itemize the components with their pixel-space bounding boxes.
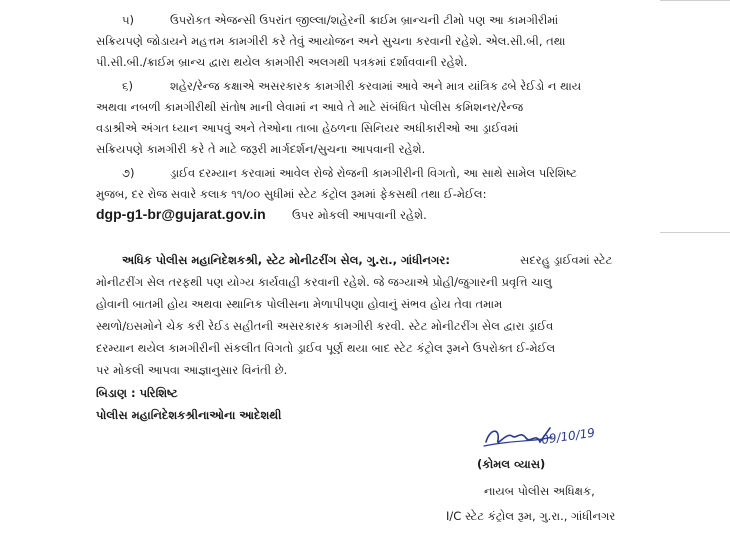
paragraph-line: અથવા નબળી કામગીરીથી સંતોષ માની લેવામાં ન આવે તે માટે સંબંધિત પોલીસ કમિશનર/રેન્જ <box>96 100 524 114</box>
signatory-office: I/C સ્ટેટ કંટ્રોલ રૂમ, ગુ.રા., ગાંધીનગર <box>446 509 616 523</box>
paragraph-line: દરમ્યાન થયેલ કામગીરીની સંકલીત વિગતો ડ્રાઈવ પૂર્ણ થયા બાદ સ્ટેટ કંટ્રોલ રૂમને ઉપરોક્ત ઈ-મેઈલ <box>96 341 556 355</box>
handwritten-signature <box>480 420 596 456</box>
paragraph-line: સક્રિયપણે જોડાયને મહત્તમ કામગીરી કરે તેવું આયોજન અને સુચના કરવાની રહેશે. એલ.સી.બી, તથા <box>96 34 566 48</box>
paragraph-line: પર મોકલી આપવા આજ્ઞાનુસાર વિનંતી છે. <box>96 363 288 377</box>
paragraph-number: ૫) <box>122 13 135 27</box>
paragraph-line: ઉપરોકત એજન્સી ઉપરાંત જીલ્લા/શહેરની ક્રાઈમ બ્રાન્ચની ટીમો પણ આ કામગીરીમાં <box>170 13 559 27</box>
paragraph-line: હોવાની બાતમી હોય અથવા સ્થાનિક પોલીસના મેળાપીપણા હોવાનું સંભવ હોય તેવા તમામ <box>96 297 503 311</box>
paragraph-line: મુજબ, દર રોજ સવારે કલાક ૧૧/૦૦ સુધીમાં સ્ટેટ કંટ્રોલ રૂમમાં ફેકસથી તથા ઈ-મેઈલ: <box>96 187 487 201</box>
order-line: પોલીસ મહાનિદેશકશ્રીનાઓના આદેશથી <box>96 408 282 422</box>
paragraph-number: ૭) <box>122 166 135 180</box>
paragraph-line: ડ્રાઈવ દરમ્યાન કરવામાં આવેલ રોજે રોજની કામગીરીની વિગતો, આ સાથે સામેલ પરિશિષ્ટ <box>170 166 577 180</box>
paragraph-number: ૬) <box>122 79 133 93</box>
email-address: dgp-g1-br@gujarat.gov.in <box>96 206 266 222</box>
paragraph-line: સ્થળો/ઇસમોને ચેક કરી રેઈડ સહીતની અસરકારક કામગીરી કરવી. સ્ટેટ મોનીટરીંગ સેલ દ્વારા ડ્રાઈવ <box>96 319 554 333</box>
signatory-designation: નાયબ પોલીસ અધિક્ષક, <box>484 484 595 498</box>
paragraph-line: શહેર/રેન્જ કક્ષાએ અસરકારક કામગીરી કરવામાં આવે અને માત્ર યાંત્રિક ઢબે રેઈડો ન થાય <box>170 79 582 93</box>
page-edge-line <box>660 0 730 1</box>
paragraph-lead: અધિક પોલીસ મહાનિદેશકશ્રી, સ્ટેટ મોનીટરીંગ સેલ, ગુ.રા., ગાંધીનગર: <box>122 253 450 267</box>
paragraph-line: વડાશ્રીએ અંગત ધ્યાન આપવું અને તેઓના તાબા હેઠળના સિનિયર અધીકારીઓ આ ડ્રાઈવમાં <box>96 121 519 135</box>
paragraph-line: પી.સી.બી./ક્રાઈમ બ્રાન્ચ દ્વારા થયેલ કામગીરી અલગથી પત્રકમાં દર્શાવવાની રહેશે. <box>96 55 468 69</box>
svg-text:09/10/19: 09/10/19 <box>540 425 596 447</box>
page-edge-line <box>660 232 730 233</box>
paragraph-line: સદરહુ ડ્રાઈવમાં સ્ટેટ <box>520 253 613 267</box>
paragraph-line: મોનીટરીંગ સેલ તરફથી પણ યોગ્ય કાર્યવાહી કરવાની રહેશે. જે જગ્યાએ પ્રોહી/જુગારની પ્રવૃત્તિ ચાલુ <box>96 275 552 289</box>
signatory-name: (કોમલ વ્યાસ) <box>477 457 546 471</box>
paragraph-line: ઉપર મોકલી આપવાની રહેશે. <box>292 208 427 222</box>
enclosure-line: બિડાણ : પરિશિષ્ટ <box>96 386 178 400</box>
paragraph-line: સક્રિયપણે કામગીરી કરે તે માટે જરૂરી માર્ગદર્શન/સુચના આપવાની રહેશે. <box>96 142 426 156</box>
